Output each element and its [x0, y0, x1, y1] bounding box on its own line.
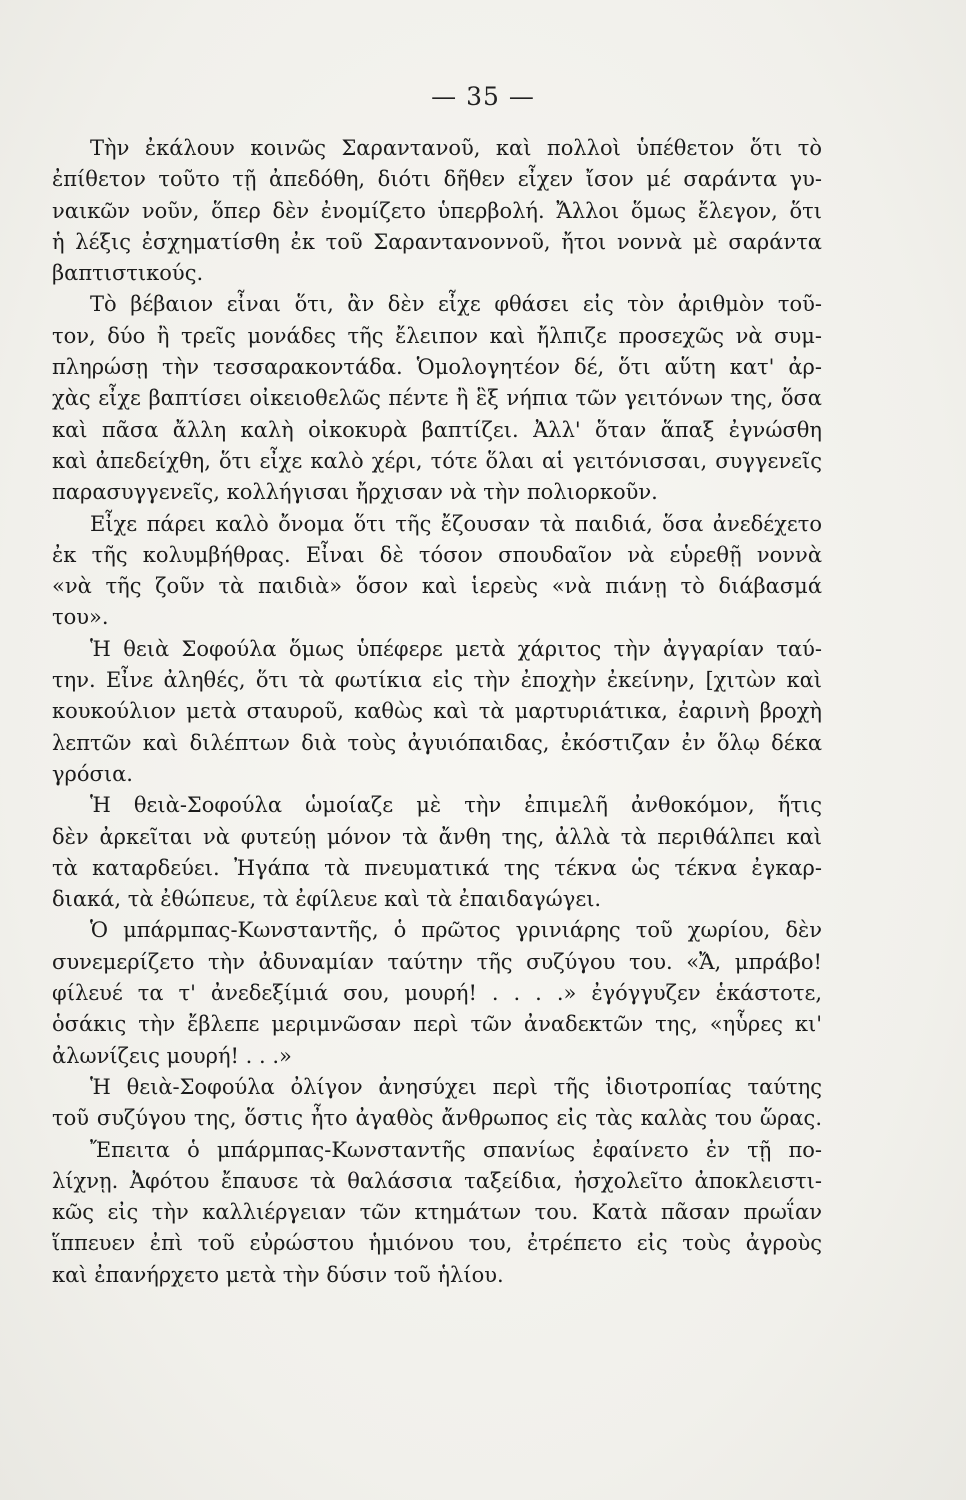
text-line: παρασυγγενεῖς, κολλήγισαι ἤρχισαν νὰ τὴν πολιορκοῦν.	[52, 480, 658, 505]
text-line: πληρώσῃ τὴν τεσσαρακοντάδα. Ὁμολογητέον δέ, ὅτι αὕτη κατ' ἀρ-	[52, 355, 822, 380]
text-line: τον, δύο ἢ τρεῖς μονάδες τῆς ἔλειπον καὶ ἤλπιζε προσεχῶς νὰ συμ-	[52, 323, 822, 348]
text-line: Εἶχε πάρει καλὸ ὄνομα ὅτι τῆς ἔζουσαν τὰ παιδιά, ὅσα ἀνεδέχετο	[90, 511, 822, 536]
text-line: ἵππευεν ἐπὶ τοῦ εὐρώστου ἡμιόνου του, ἐτρέπετο εἰς τοὺς ἀγροὺς	[52, 1231, 822, 1256]
text-line: του».	[52, 605, 109, 630]
text-line: καὶ ἀπεδείχθη, ὅτι εἶχε καλὸ χέρι, τότε ὅλαι αἱ γειτόνισσαι, συγγενεῖς	[52, 448, 822, 473]
page-number: — 35 —	[431, 82, 535, 111]
body-text	[52, 133, 822, 1291]
text-line: ὁσάκις τὴν ἔβλεπε μεριμνῶσαν περὶ τῶν ἀναδεκτῶν της, «ηὗρες κι'	[52, 1012, 822, 1037]
text-line: ἡ λέξις ἐσχηματίσθη ἐκ τοῦ Σαραντανοννοῦ, ἤτοι νοννὰ μὲ σαράντα	[52, 229, 822, 254]
text-line: ἐκ τῆς κολυμβήθρας. Εἶναι δὲ τόσον σπουδαῖον νὰ εὑρεθῇ νοννὰ	[52, 542, 822, 567]
text-line: Ἡ θειὰ Σοφούλα ὅμως ὑπέφερε μετὰ χάριτος τὴν ἀγγαρίαν ταύ-	[90, 636, 822, 661]
text-line: Τὴν ἐκάλουν κοινῶς Σαραντανοῦ, καὶ πολλοὶ ὑπέθετον ὅτι τὸ	[90, 136, 822, 160]
text-line: βαπτιστικούς.	[52, 261, 204, 286]
text-line: ναικῶν νοῦν, ὅπερ δὲν ἐνομίζετο ὑπερβολή. Ἄλλοι ὅμως ἔλεγον, ὅτι	[52, 198, 822, 223]
text-line: λεπτῶν καὶ διλέπτων διὰ τοὺς ἀγυιόπαιδας, ἐκόστιζαν ἐν ὅλῳ δέκα	[52, 730, 822, 755]
text-line: δὲν ἀρκεῖται νὰ φυτεύῃ μόνον τὰ ἄνθη της, ἀλλὰ τὰ περιθάλπει καὶ	[52, 824, 822, 849]
text-line: λίχνῃ. Ἀφότου ἔπαυσε τὰ θαλάσσια ταξείδια, ἠσχολεῖτο ἀποκλειστι-	[52, 1168, 822, 1193]
text-line: Ὁ μπάρμπας-Κωνσταντῆς, ὁ πρῶτος γρινιάρης τοῦ χωρίου, δὲν	[90, 918, 822, 943]
text-line: Ἡ θειὰ-Σοφούλα ὀλίγον ἀνησύχει περὶ τῆς ἰδιοτροπίας ταύτης	[90, 1074, 822, 1099]
text-line: Ἡ θειὰ-Σοφούλα ὡμοίαζε μὲ τὴν ἐπιμελῆ ἀνθοκόμον, ἥτις	[90, 793, 822, 818]
text-line: γρόσια.	[52, 761, 133, 786]
text-line: χὰς εἶχε βαπτίσει οἰκειοθελῶς πέντε ἢ ἓξ νήπια τῶν γειτόνων της, ὅσα	[52, 386, 822, 411]
text-line: κουκούλιον μετὰ σταυροῦ, καθὼς καὶ τὰ μαρτυριάτικα, ἐαρινὴ βροχὴ	[52, 699, 822, 724]
text-line: ἐπίθετον τοῦτο τῇ ἀπεδόθη, διότι δῆθεν εἶχεν ἴσον μέ σαράντα γυ-	[52, 167, 822, 192]
text-line: καὶ πᾶσα ἄλλη καλὴ οἰκοκυρὰ βαπτίζει. Ἀλλ' ὅταν ἅπαξ ἐγνώσθη	[52, 417, 822, 442]
text-line: Τὸ βέβαιον εἶναι ὅτι, ἂν δὲν εἶχε φθάσει εἰς τὸν ἀριθμὸν τοῦ-	[90, 292, 822, 317]
text-line: διακά, τὰ ἐθώπευε, τὰ ἐφίλευε καὶ τὰ ἐπαιδαγώγει.	[52, 887, 602, 912]
text-line: την. Εἶνε ἀληθές, ὅτι τὰ φωτίκια εἰς τὴν ἐποχὴν ἐκείνην, [χιτὼν καὶ	[52, 668, 822, 693]
text-line: Ἔπειτα ὁ μπάρμπας-Κωνσταντῆς σπανίως ἐφαίνετο ἐν τῇ πο-	[90, 1137, 822, 1162]
text-line: φίλευέ τα τ' ἀνεδεξίμιά σου, μουρή! . . . .» ἐγόγγυζεν ἑκάστοτε,	[52, 981, 822, 1006]
text-line: τοῦ συζύγου της, ὅστις ἦτο ἀγαθὸς ἄνθρωπος εἰς τὰς καλὰς του ὥρας.	[52, 1106, 822, 1131]
text-line: ἀλωνίζεις μουρή! . . .»	[52, 1043, 292, 1068]
text-line: κῶς εἰς τὴν καλλιέργειαν τῶν κτημάτων του. Κατὰ πᾶσαν πρωΐαν	[52, 1200, 822, 1225]
text-line: τὰ καταρδεύει. Ἠγάπα τὰ πνευματικά της τέκνα ὡς τέκνα ἐγκαρ-	[52, 855, 822, 880]
text-line: καὶ ἐπανήρχετο μετὰ τὴν δύσιν τοῦ ἡλίου.	[52, 1262, 504, 1287]
text-line: «νὰ τῆς ζοῦν τὰ παιδιὰ» ὅσον καὶ ἱερεὺς «νὰ πιάνῃ τὸ διάβασμά	[52, 574, 822, 599]
text-line: συνεμερίζετο τὴν ἀδυναμίαν ταύτην τῆς συζύγου του. «Ἄ, μπράβο!	[52, 949, 822, 974]
